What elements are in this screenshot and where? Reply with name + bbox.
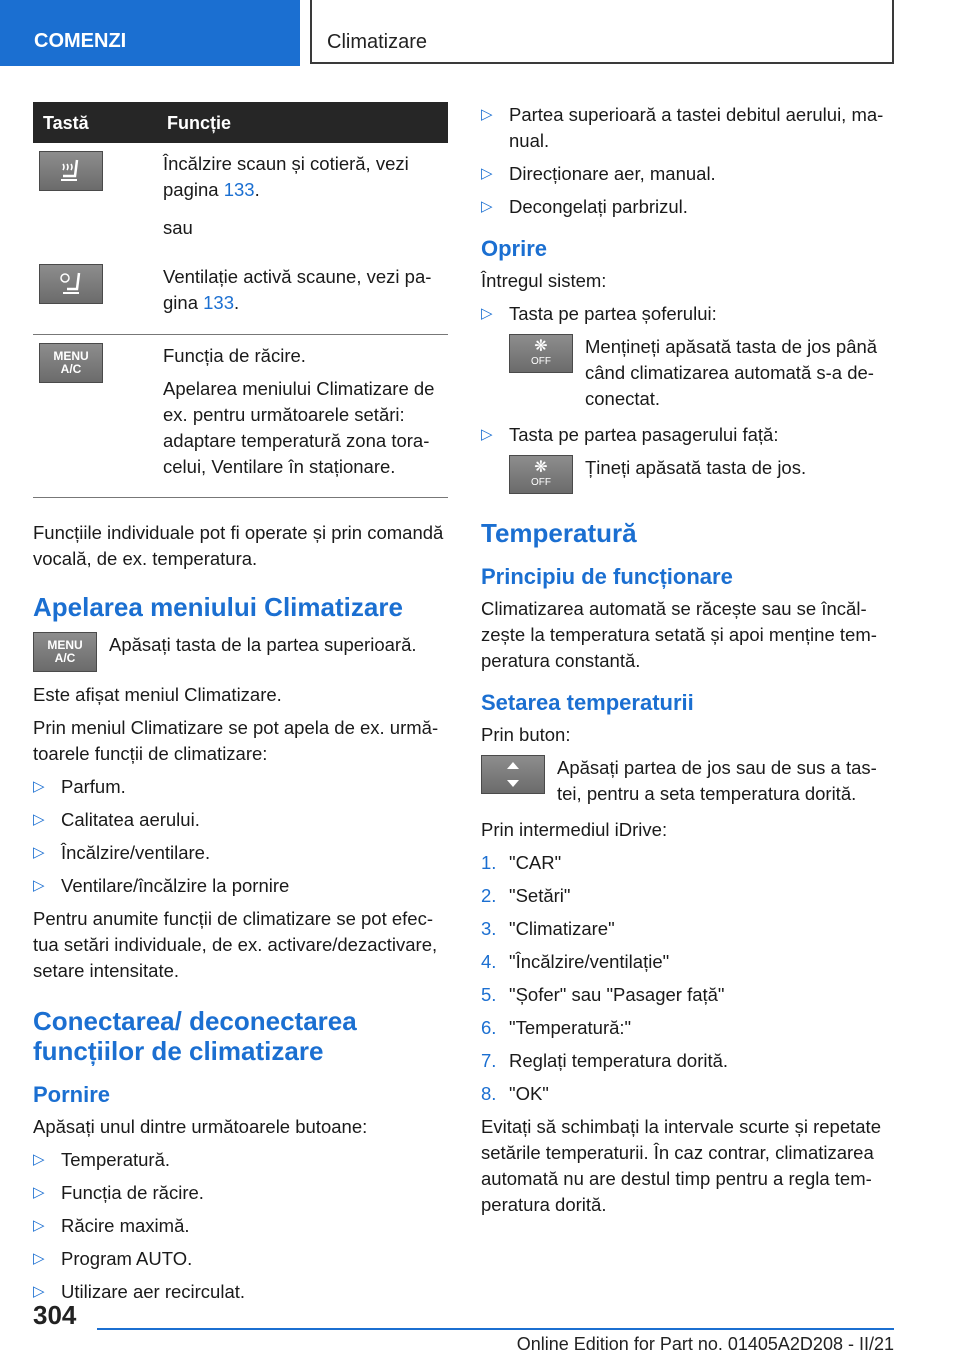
menu-press-text: Apăsați tasta de la partea superioară.: [109, 634, 417, 655]
list-item: 8. "OK": [481, 1083, 549, 1104]
heading-menu: Apelarea meniului Climatizare: [33, 592, 403, 622]
list-item: 3. "Climatizare": [481, 918, 615, 939]
menu-icon-row: [33, 632, 448, 672]
menu-ac-icon: MENU A/C: [39, 343, 103, 383]
page-link[interactable]: 133: [203, 292, 234, 313]
passenger-off-row: [481, 455, 893, 494]
heading-principle: Principiu de funcționare: [481, 564, 733, 589]
list-item: ▷ Decongelați parbrizul.: [481, 194, 893, 220]
list-item: ▷ Răcire maximă.: [33, 1213, 448, 1239]
table-row: [33, 256, 448, 335]
temp-button-text: Apăsați partea de jos sau de sus a tastei, pentru a seta temperatura dorită.: [557, 757, 877, 804]
heading-set-temperature: Setarea temperaturii: [481, 690, 694, 715]
passenger-off-text: Țineți apăsată tasta de jos.: [585, 457, 807, 478]
list-item: ▷ Utilizare aer recirculat.: [33, 1279, 448, 1305]
table-header: [33, 102, 448, 143]
table-header-function: Funcție: [157, 102, 448, 143]
page-link[interactable]: 133: [223, 179, 255, 200]
list-item: 2. "Setări": [481, 885, 571, 906]
list-item: 7. Reglați temperatura dorită.: [481, 1050, 729, 1071]
chapter-tab: [310, 0, 894, 64]
page-number: 304: [33, 1300, 77, 1330]
list-item: 4. "Încălzire/ventilație": [481, 951, 670, 972]
list-item: 6. "Temperatură:": [481, 1017, 632, 1038]
by-idrive-text: Prin intermediul iDrive:: [481, 819, 668, 840]
seat-heat-icon: [39, 151, 103, 191]
row-text: Apelarea meniului Climatizare de ex. pentru următoarele setări: adaptare temperatură zona toracelui, Ventilare în staționare.: [163, 378, 435, 477]
list-item: ▷ Tasta pe partea șoferului:: [481, 301, 893, 327]
individual-text: Pentru anumite funcții de climatizare se pot efectua setări individuale, de ex. activare/dezactivare, setare intensitate.: [33, 908, 438, 981]
list-item: ▷ Parfum.: [33, 774, 448, 800]
section-title: COMENZI: [34, 30, 127, 52]
section-tab: [0, 0, 300, 66]
or-text: sau: [163, 217, 193, 238]
list-item: ▷ Încălzire/ventilare.: [33, 840, 448, 866]
footer-edition: Online Edition for Part no. 01405A2D208 - II/21: [516, 1334, 894, 1354]
driver-off-row: [481, 334, 893, 412]
function-table: [33, 102, 448, 498]
list-item: ▷ Partea superioară a tastei debitul aerului, manual.: [481, 102, 893, 154]
heading-onoff: Conectarea/ deconectarea funcțiilor de climatizare: [33, 1006, 357, 1066]
list-item: 1. "CAR": [481, 852, 562, 873]
table-header-key: Tastă: [33, 102, 157, 143]
menu-call-text: Prin meniul Climatizare se pot apela de ex. următoarele funcții de climatizare:: [33, 717, 439, 764]
list-item: ▷ Direcționare aer, manual.: [481, 161, 893, 187]
chapter-title: Climatizare: [327, 31, 428, 53]
list-item: 5. "Șofer" sau "Pasager față": [481, 984, 725, 1005]
footer-divider: [97, 1328, 894, 1330]
by-button-text: Prin buton:: [481, 724, 571, 745]
list-item: ▷ Calitatea aerului.: [33, 807, 448, 833]
row-text: Încălzire scaun și cotieră, vezi pagina 133.: [163, 153, 409, 200]
list-item: ▷ Program AUTO.: [33, 1246, 448, 1272]
row-text: Ventilație activă scaune, vezi pagina 133.: [163, 266, 432, 313]
temp-button-row: [481, 755, 893, 807]
menu-ac-icon: MENU A/C: [33, 632, 97, 672]
table-row: [33, 143, 448, 256]
fan-off-icon: ❋ OFF: [509, 455, 573, 494]
principle-text: Climatizarea automată se răcește sau se încălzește la temperatura setată și apoi menține temperatura constantă.: [481, 598, 877, 671]
seat-vent-icon: [39, 264, 103, 304]
on-press-text: Apăsați unul dintre următoarele butoane:: [33, 1116, 368, 1137]
list-item: ▷ Tasta pe partea pasagerului față:: [481, 422, 893, 448]
intro-text: Funcțiile individuale pot fi operate și prin comandă vocală, de ex. temperatura.: [33, 522, 444, 569]
driver-off-text: Mențineți apăsată tasta de jos până când climatizarea automată s-a deconectat.: [585, 336, 878, 409]
list-item: ▷ Funcția de răcire.: [33, 1180, 448, 1206]
fan-off-icon: ❋ OFF: [509, 334, 573, 373]
avoid-text: Evitați să schimbați la intervale scurte și repetate setările temperaturii. În caz contrar, climatizarea automată nu are destul timp pentru a regla temperatura dorită.: [481, 1116, 881, 1215]
up-down-arrows-icon: [481, 755, 545, 794]
list-item: ▷ Ventilare/încălzire la pornire: [33, 873, 448, 899]
heading-on: Pornire: [33, 1082, 111, 1107]
row-text: Funcția de răcire.: [163, 345, 306, 366]
left-column: [33, 102, 448, 1312]
table-row: [33, 335, 448, 498]
off-all-text: Întregul sistem:: [481, 270, 607, 291]
heading-off: Oprire: [481, 236, 548, 261]
right-column: [481, 102, 893, 1225]
menu-shown-text: Este afișat meniul Climatizare.: [33, 684, 282, 705]
heading-temperature: Temperatură: [481, 518, 637, 548]
list-item: ▷ Temperatură.: [33, 1147, 448, 1173]
